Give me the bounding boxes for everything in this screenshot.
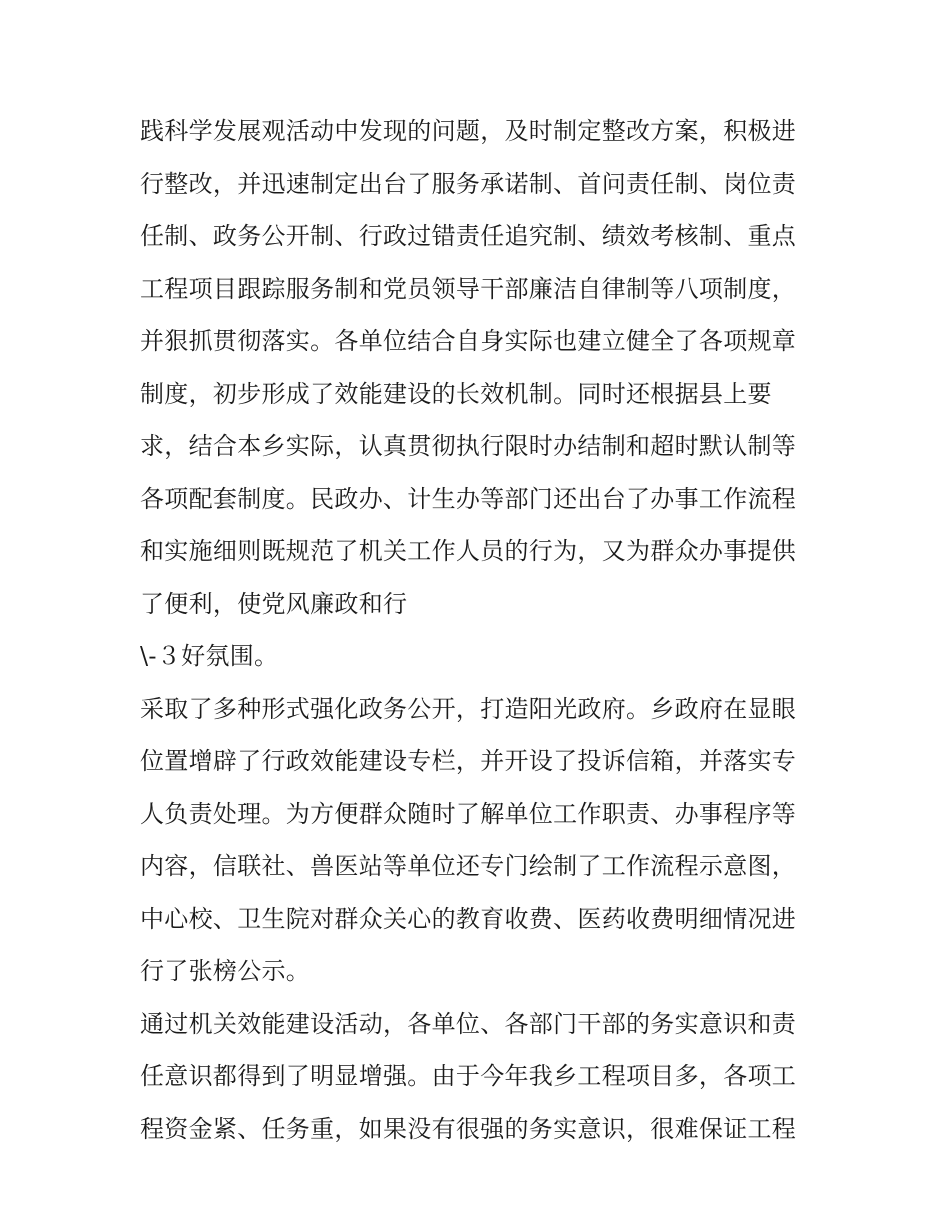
text-line: 并狠抓贯彻落实。各单位结合自身实际也建立健全了各项规章	[140, 327, 797, 355]
text-line: 制度，初步形成了效能建设的长效机制。同时还根据县上要	[140, 379, 772, 408]
text-line: \-３好氛围。	[140, 642, 279, 670]
text-line: 通过机关效能建设活动，各单位、各部门干部的务实意识和责	[140, 1009, 797, 1038]
text-line: 中心校、卫生院对群众关心的教育收费、医药收费明细情况进	[140, 904, 797, 933]
text-line: 任制、政务公开制、行政过错责任追究制、绩效考核制、重点	[140, 222, 797, 250]
text-line: 各项配套制度。民政办、计生办等部门还出台了办事工作流程	[140, 484, 797, 513]
text-line: 内容，信联社、兽医站等单位还专门绘制了工作流程示意图，	[140, 852, 797, 880]
text-line: 行了张榜公示。	[140, 957, 311, 985]
text-line: 程资金紧、任务重，如果没有很强的务实意识，很难保证工程	[140, 1114, 797, 1143]
text-line: 求，结合本乡实际，认真贯彻执行限时办结制和超时默认制等	[140, 432, 797, 460]
text-line: 工程项目跟踪服务制和党员领导干部廉洁自律制等八项制度，	[140, 274, 797, 303]
text-line: 位置增辟了行政效能建设专栏，并开设了投诉信箱，并落实专	[140, 747, 797, 775]
body-text	[140, 105, 820, 1155]
text-line: 采取了多种形式强化政务公开，打造阳光政府。乡政府在显眼	[140, 694, 797, 723]
text-line: 人负责处理。为方便群众随时了解单位工作职责、办事程序等	[140, 799, 797, 828]
text-line: 行整改，并迅速制定出台了服务承诺制、首问责任制、岗位责	[140, 169, 797, 198]
text-line: 了便利，使党风廉政和行	[140, 589, 408, 618]
text-line: 和实施细则既规范了机关工作人员的行为，又为群众办事提供	[140, 537, 797, 565]
text-line: 践科学发展观活动中发现的问题，及时制定整改方案，积极进	[140, 117, 797, 145]
text-line: 任意识都得到了明显增强。由于今年我乡工程项目多，各项工	[140, 1062, 797, 1090]
